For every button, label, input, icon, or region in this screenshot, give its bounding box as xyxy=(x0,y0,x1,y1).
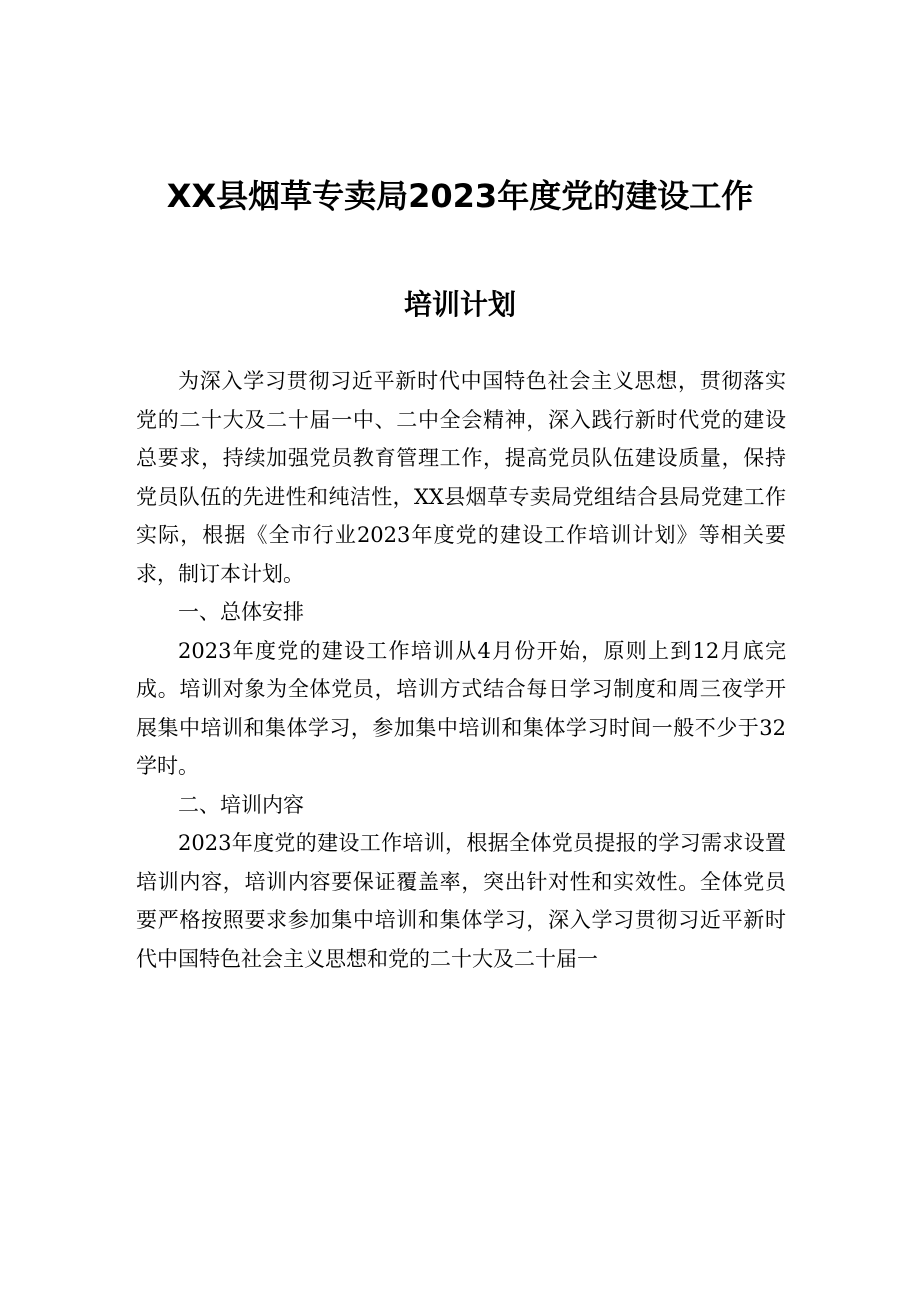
intro-paragraph: 为深入学习贯彻习近平新时代中国特色社会主义思想，贯彻落实党的二十大及二十届一中、二中全会精神，深入践行新时代党的建设总要求，持续加强党员教育管理工作，提高党员队伍建设质量，保持党员队伍的先进性和纯洁性，XX县烟草专卖局党组结合县局党建工作实际，根据《全市行业2023年度党的建设工作培训计划》等相关要求，制订本计划。 xyxy=(136,369,786,586)
document-body xyxy=(136,362,786,978)
document-title-line-1: XX县烟草专卖局2023年度党的建设工作 xyxy=(166,177,754,215)
document-title-line-2: 培训计划 xyxy=(403,288,516,321)
section-2-paragraph: 2023年度党的建设工作培训，根据全体党员提报的学习需求设置培训内容，培训内容要保证覆盖率，突出针对性和实效性。全体党员要严格按照要求参加集中培训和集体学习，深入学习贯彻习近平新时代中国特色社会主义思想和党的二十大及二十届一 xyxy=(136,831,786,971)
section-2-heading: 二、培训内容 xyxy=(178,792,304,817)
section-1-heading: 一、总体安排 xyxy=(178,600,304,624)
section-1-paragraph: 2023年度党的建设工作培训从4月份开始，原则上到12月底完成。培训对象为全体党员，培训方式结合每日学习制度和周三夜学开展集中培训和集体学习，参加集中培训和集体学习时间一般不少于32学时。 xyxy=(136,638,786,778)
